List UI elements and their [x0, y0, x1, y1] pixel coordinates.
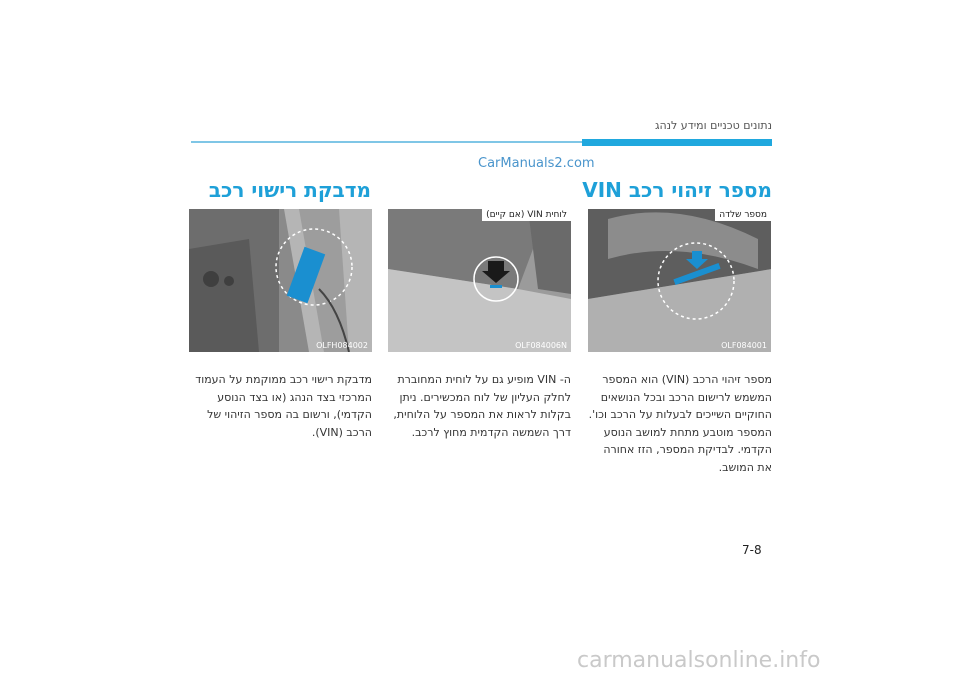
title-vin: מספר זיהוי רכב VIN — [582, 178, 772, 202]
watermark-bottom-link[interactable]: carmanualsonline.info — [577, 648, 821, 673]
photo-label: לוחית VIN (אם קיים) — [482, 209, 571, 221]
photo-code: OLF084006N — [515, 341, 567, 350]
photo-vin-under-seat — [588, 209, 771, 352]
photo-code: OLFH084002 — [316, 341, 368, 350]
photo-code: OLF084001 — [721, 341, 767, 350]
page-number: 7-8 — [742, 543, 762, 557]
body-vin: מספר זיהוי הרכב (VIN) הוא המספר המשמש לרישום הרכב ובכל הנושאים החוקיים השייכים לבעלות על הרכב וכו'. המספר מוטבע מתחת למושב הנוסע הקדמי. לבדיקת המספר, הזז אחורה את המושב. — [588, 373, 772, 474]
header-tab-marker — [582, 139, 772, 146]
watermark-top-link[interactable]: CarManuals2.com — [478, 156, 595, 171]
body-vin-plate: ה- VIN מופיע גם על לוחית המחוברת לחלק העליון של לוח המכשירים. ניתן בקלות לראות את המספר על הלוחית, דרך השמשה הקדמית מחוץ לרכב. — [393, 373, 571, 439]
body-registration-sticker: מדבקת רישוי רכב ממוקמת על העמוד המרכזי בצד הנהג (או בצד הנוסע הקדמי), ורשום בה מספר הזיהוי של הרכב (VIN). — [195, 373, 372, 439]
title-registration-sticker: מדבקת רישוי רכב — [208, 178, 371, 202]
header-section-title: נתונים טכניים ומידע לנהג — [654, 119, 772, 132]
photo-registration-sticker — [189, 209, 372, 352]
photo-vin-plate — [388, 209, 571, 352]
photo-label: מספר שלדה — [715, 209, 771, 221]
